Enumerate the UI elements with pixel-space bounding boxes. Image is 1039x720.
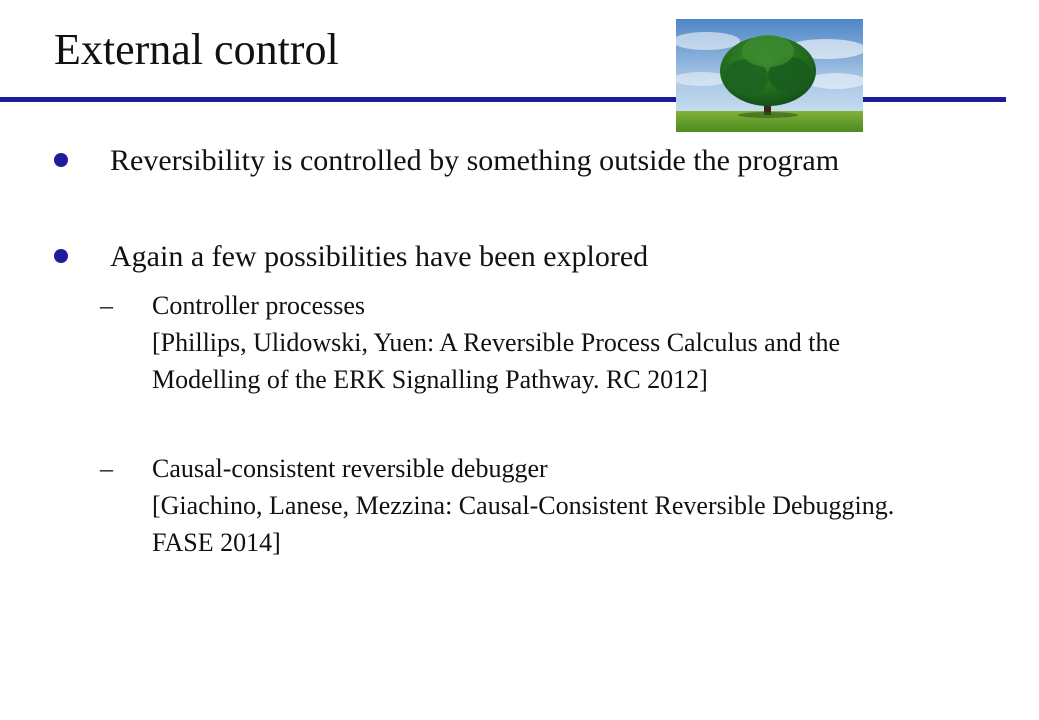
bullet-dot-icon: [54, 153, 68, 167]
sub-bullet-text: [152, 287, 922, 398]
slide-title: External control: [54, 25, 339, 74]
tree-photo: [676, 19, 863, 132]
bullet-text: Again a few possibilities have been explored: [110, 240, 649, 273]
bullet-text: Reversibility is controlled by something outside the program: [110, 144, 840, 177]
bullet-dot-icon: [54, 249, 68, 263]
sub-bullet-heading: Causal-consistent reversible debugger: [152, 454, 548, 483]
sub-bullet-dash: –: [100, 291, 113, 320]
sub-bullet-text: [152, 450, 922, 561]
sub-bullet-item: [100, 450, 930, 562]
sub-bullet-citation: [Giachino, Lanese, Mezzina: Causal-Consistent Reversible Debugging. FASE 2014]: [152, 491, 895, 557]
sub-bullet-heading: Controller processes: [152, 291, 366, 320]
sub-bullet-dash: –: [100, 454, 113, 483]
sub-bullet-item: [100, 287, 930, 437]
sub-bullet-citation: [Phillips, Ulidowski, Yuen: A Reversible Process Calculus and the Modelling of the ERK Signalling Pathway. RC 2012]: [152, 328, 840, 394]
